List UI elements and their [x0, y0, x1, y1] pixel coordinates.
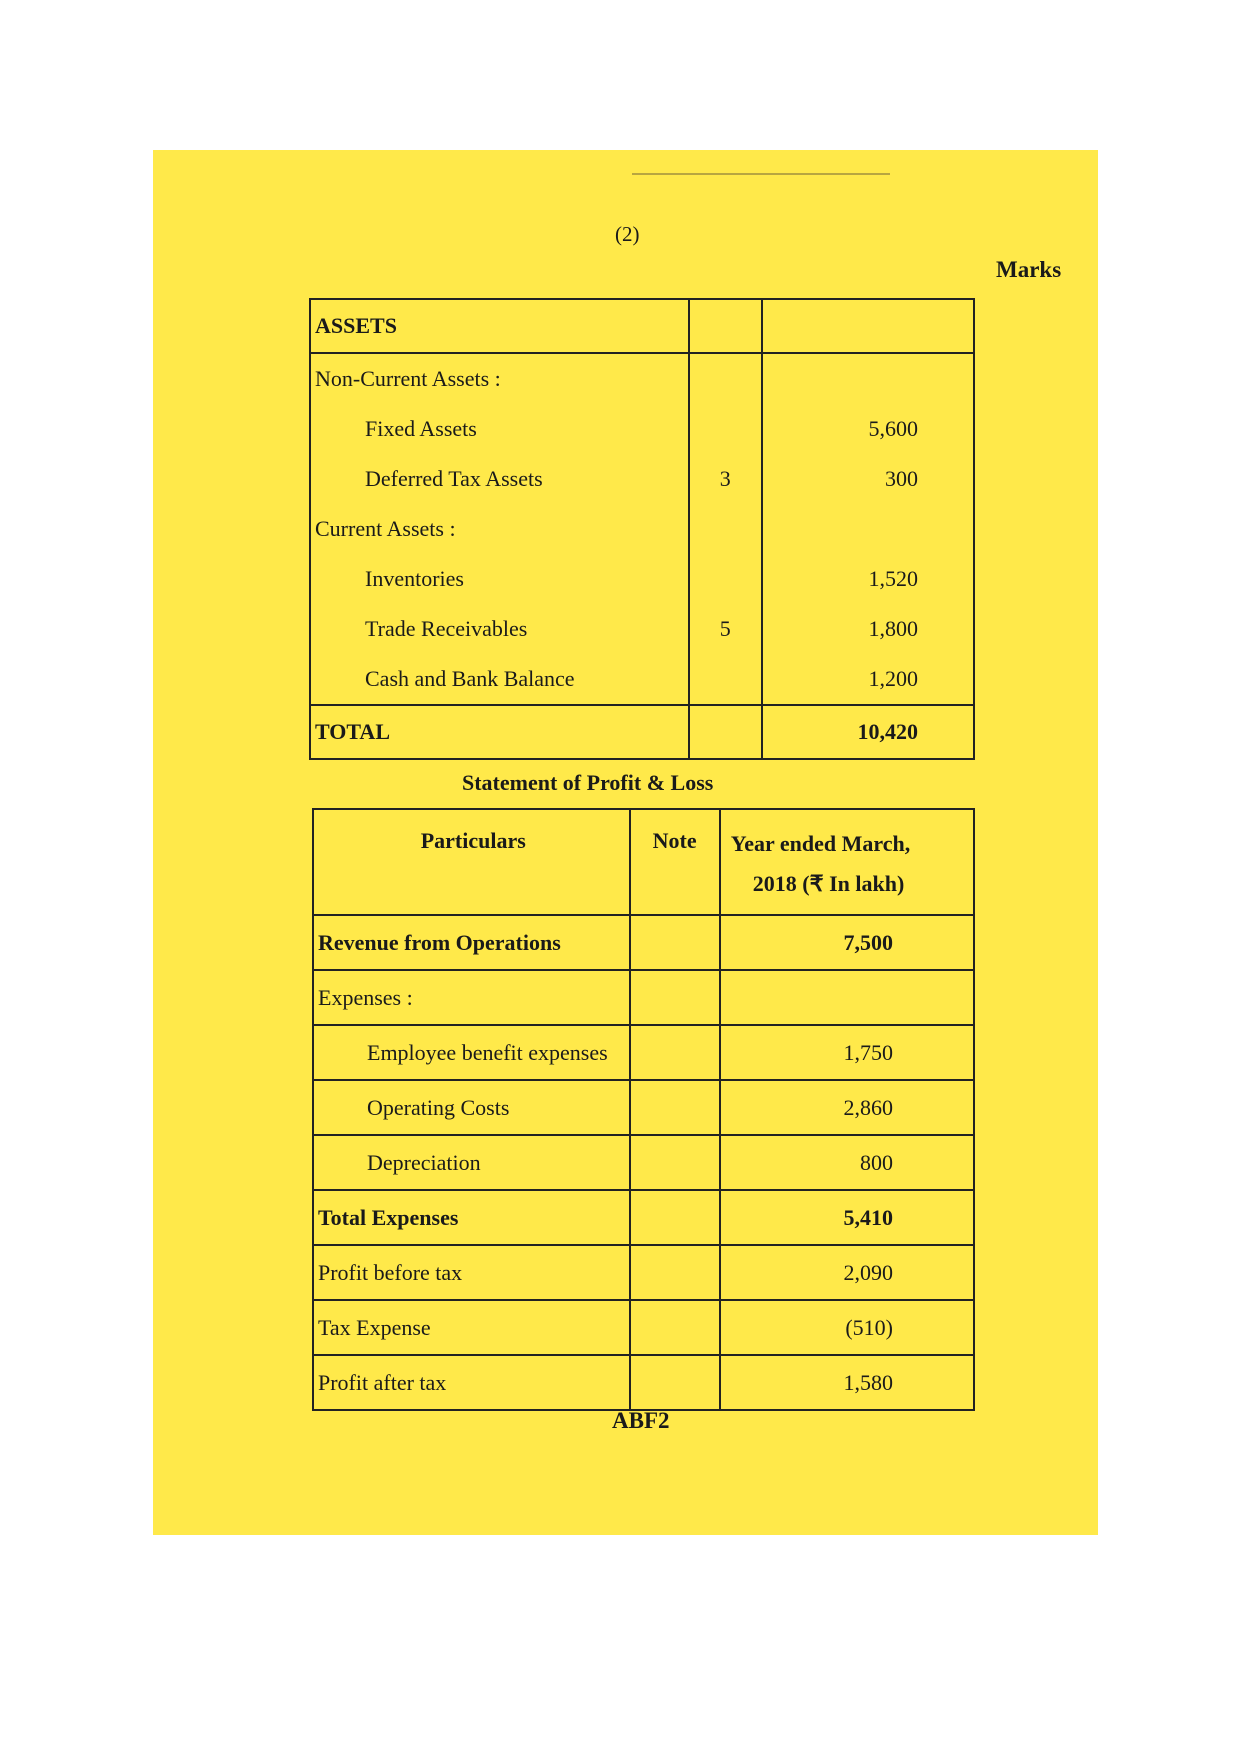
- row-value: 300: [762, 454, 974, 504]
- marks-label: Marks: [996, 257, 1062, 282]
- row-note: [689, 353, 762, 404]
- row-label: Revenue from Operations: [313, 915, 630, 970]
- row-label: Non-Current Assets :: [310, 353, 689, 404]
- row-label: Trade Receivables: [310, 604, 689, 654]
- table-row: [310, 404, 974, 454]
- row-label: Deferred Tax Assets: [310, 454, 689, 504]
- row-label: Fixed Assets: [310, 404, 689, 454]
- row-note: [630, 1080, 720, 1135]
- row-label: Profit after tax: [313, 1355, 630, 1410]
- row-value: 1,800: [762, 604, 974, 654]
- row-note: [630, 970, 720, 1025]
- page-number: (2): [615, 222, 640, 246]
- table-row: [310, 554, 974, 604]
- row-label: Inventories: [310, 554, 689, 604]
- row-note: [630, 915, 720, 970]
- row-label: Depreciation: [313, 1135, 630, 1190]
- total-label: TOTAL: [310, 705, 689, 759]
- row-note: [630, 1355, 720, 1410]
- row-note: [630, 1025, 720, 1080]
- table-row: [310, 604, 974, 654]
- row-value: 5,410: [720, 1190, 974, 1245]
- row-note: [689, 404, 762, 454]
- row-note: 5: [689, 604, 762, 654]
- table-row: [313, 1080, 974, 1135]
- paper-code: ABF2: [612, 1408, 670, 1433]
- row-label: Total Expenses: [313, 1190, 630, 1245]
- row-label: Employee benefit expenses: [313, 1025, 630, 1080]
- profit-loss-table: [312, 808, 975, 1411]
- table-row: [310, 504, 974, 554]
- table-row: [310, 654, 974, 705]
- row-label: Operating Costs: [313, 1080, 630, 1135]
- table-row: [313, 1245, 974, 1300]
- col-year: [720, 809, 974, 915]
- row-value: 5,600: [762, 404, 974, 454]
- row-value: [762, 353, 974, 404]
- table-row: [313, 915, 974, 970]
- row-label: Tax Expense: [313, 1300, 630, 1355]
- row-value: 1,750: [720, 1025, 974, 1080]
- table-row: [313, 1025, 974, 1080]
- table-row: [313, 1190, 974, 1245]
- row-value: 1,580: [720, 1355, 974, 1410]
- col-note: Note: [630, 809, 720, 915]
- statement-title: Statement of Profit & Loss: [462, 770, 714, 795]
- row-note: [630, 1245, 720, 1300]
- table-row: [313, 970, 974, 1025]
- header-row: [313, 809, 974, 915]
- table-row: [313, 1300, 974, 1355]
- col-particulars: Particulars: [313, 809, 630, 915]
- top-rule: [632, 173, 890, 175]
- assets-table: [309, 298, 975, 760]
- total-row: [310, 705, 974, 759]
- row-value: 800: [720, 1135, 974, 1190]
- row-note: [630, 1135, 720, 1190]
- row-label: Expenses :: [313, 970, 630, 1025]
- col-year-line1: Year ended March,: [730, 831, 911, 856]
- row-label: Cash and Bank Balance: [310, 654, 689, 705]
- row-label: Current Assets :: [310, 504, 689, 554]
- assets-heading: ASSETS: [310, 299, 689, 353]
- row-value: (510): [720, 1300, 974, 1355]
- row-value: 7,500: [720, 915, 974, 970]
- row-value: 2,860: [720, 1080, 974, 1135]
- row-label: Profit before tax: [313, 1245, 630, 1300]
- col-year-line2: 2018 (₹ In lakh): [752, 871, 905, 896]
- row-value: 2,090: [720, 1245, 974, 1300]
- row-note: 3: [689, 454, 762, 504]
- table-row: [313, 1355, 974, 1410]
- row-note: [630, 1190, 720, 1245]
- row-note: [689, 504, 762, 554]
- total-value: 10,420: [762, 705, 974, 759]
- row-value: 1,520: [762, 554, 974, 604]
- table-row: [310, 454, 974, 504]
- row-value: 1,200: [762, 654, 974, 705]
- row-value: [720, 970, 974, 1025]
- table-row: [310, 353, 974, 404]
- row-note: [689, 654, 762, 705]
- row-value: [762, 504, 974, 554]
- row-note: [630, 1300, 720, 1355]
- row-note: [689, 554, 762, 604]
- table-row: [313, 1135, 974, 1190]
